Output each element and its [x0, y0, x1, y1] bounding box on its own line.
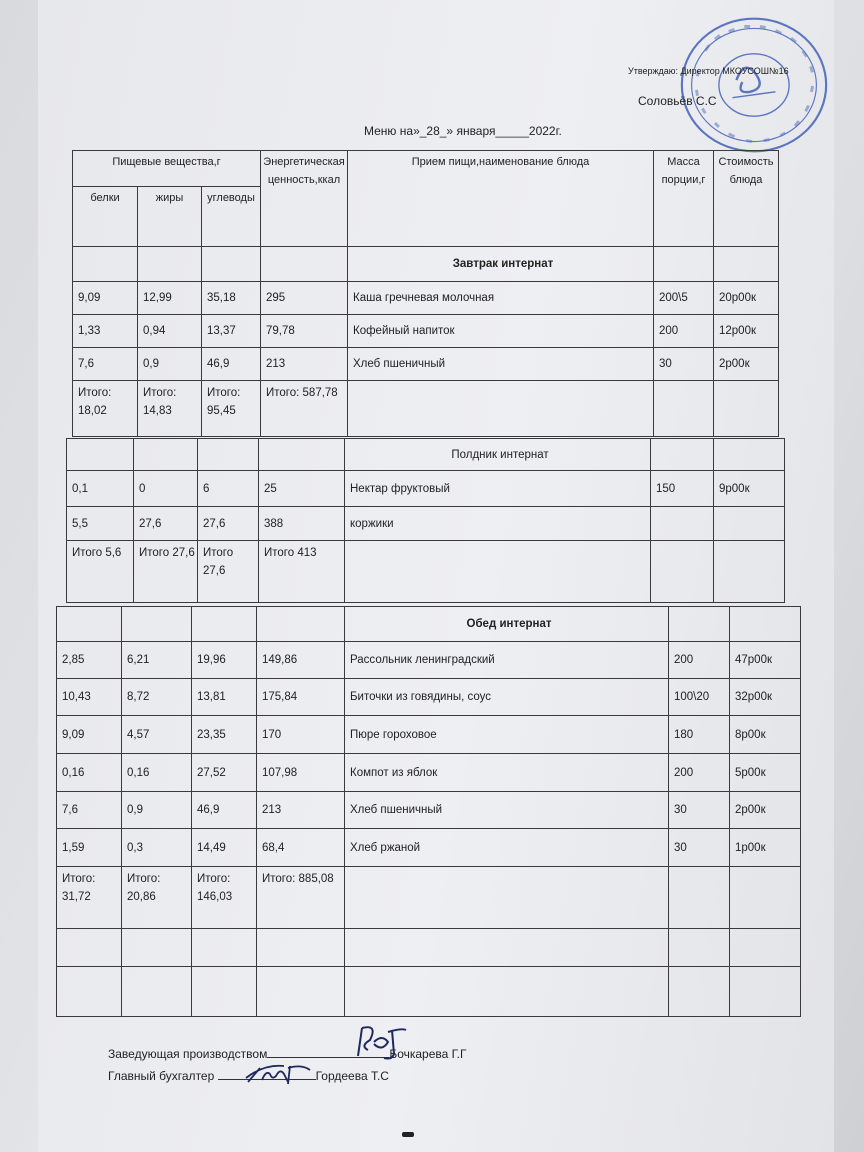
- signature-production: [348, 1020, 414, 1060]
- empty-row: [57, 929, 801, 967]
- official-stamp: [676, 10, 832, 160]
- table-row: 7,6 0,9 46,9 213 Хлеб пшеничный 30 2р00к: [57, 792, 801, 829]
- total-row: Итого 5,6 Итого 27,6 Итого 27,6 Итого 413: [67, 541, 785, 603]
- accountant-label: Главный бухгалтер: [108, 1069, 218, 1083]
- menu-title: Меню на»_28_» января_____2022г.: [364, 124, 562, 138]
- section-snack: Полдник интернат: [345, 439, 651, 471]
- accountant-name: Гордеева Т.С: [315, 1069, 389, 1083]
- header-fat: жиры: [138, 187, 202, 247]
- signature-accountant: [244, 1060, 316, 1088]
- table-row: 9,09 4,57 23,35 170 Пюре гороховое 180 8р00к: [57, 716, 801, 754]
- table-row: 2,85 6,21 19,96 149,86 Рассольник ленинградский 200 47р00к: [57, 642, 801, 679]
- table-row: 0,16 0,16 27,52 107,98 Компот из яблок 200 5р00к: [57, 754, 801, 792]
- table-row: 1,33 0,94 13,37 79,78 Кофейный напиток 200 12р00к: [73, 315, 779, 348]
- table-row: 0,1 0 6 25 Нектар фруктовый 150 9р00к: [67, 471, 785, 507]
- section-breakfast: Завтрак интернат: [348, 247, 654, 282]
- section-lunch: Обед интернат: [345, 607, 669, 642]
- header-protein: белки: [73, 187, 138, 247]
- header-nutrients: Пищевые вещества,г: [73, 151, 261, 187]
- menu-table-breakfast: [72, 150, 779, 437]
- menu-table-lunch: [56, 606, 801, 1017]
- table-row: 5,5 27,6 27,6 388 коржики: [67, 507, 785, 541]
- header-carbs: углеводы: [202, 187, 261, 247]
- table-row: 9,09 12,99 35,18 295 Каша гречневая молочная 200\5 20р00к: [73, 282, 779, 315]
- total-row: Итого: 18,02 Итого: 14,83 Итого: 95,45 Итого: 587,78: [73, 381, 779, 437]
- header-meal: Прием пищи,наименование блюда: [348, 151, 654, 247]
- ink-mark: [402, 1132, 414, 1137]
- table-row: 10,43 8,72 13,81 175,84 Биточки из говядины, соус 100\20 32р00к: [57, 679, 801, 716]
- menu-table-snack: [66, 438, 785, 603]
- table-row: 7,6 0,9 46,9 213 Хлеб пшеничный 30 2р00к: [73, 348, 779, 381]
- table-row: 1,59 0,3 14,49 68,4 Хлеб ржаной 30 1р00к: [57, 829, 801, 867]
- empty-row: [57, 967, 801, 1017]
- header-energy: Энергетическая ценность,ккал: [261, 151, 348, 247]
- header-cost: Стоимость блюда: [714, 151, 779, 247]
- director-name: Соловьёв С.С: [638, 94, 717, 108]
- approval-line: Утверждаю: Директор МКОУСОШ№16: [628, 66, 789, 76]
- header-mass: Масса порции,г: [654, 151, 714, 247]
- production-label: Заведующая производством: [108, 1047, 268, 1061]
- production-name: Бочкарева Г.Г: [389, 1047, 467, 1061]
- total-row: Итого: 31,72 Итого: 20,86 Итого: 146,03 Итого: 885,08: [57, 867, 801, 929]
